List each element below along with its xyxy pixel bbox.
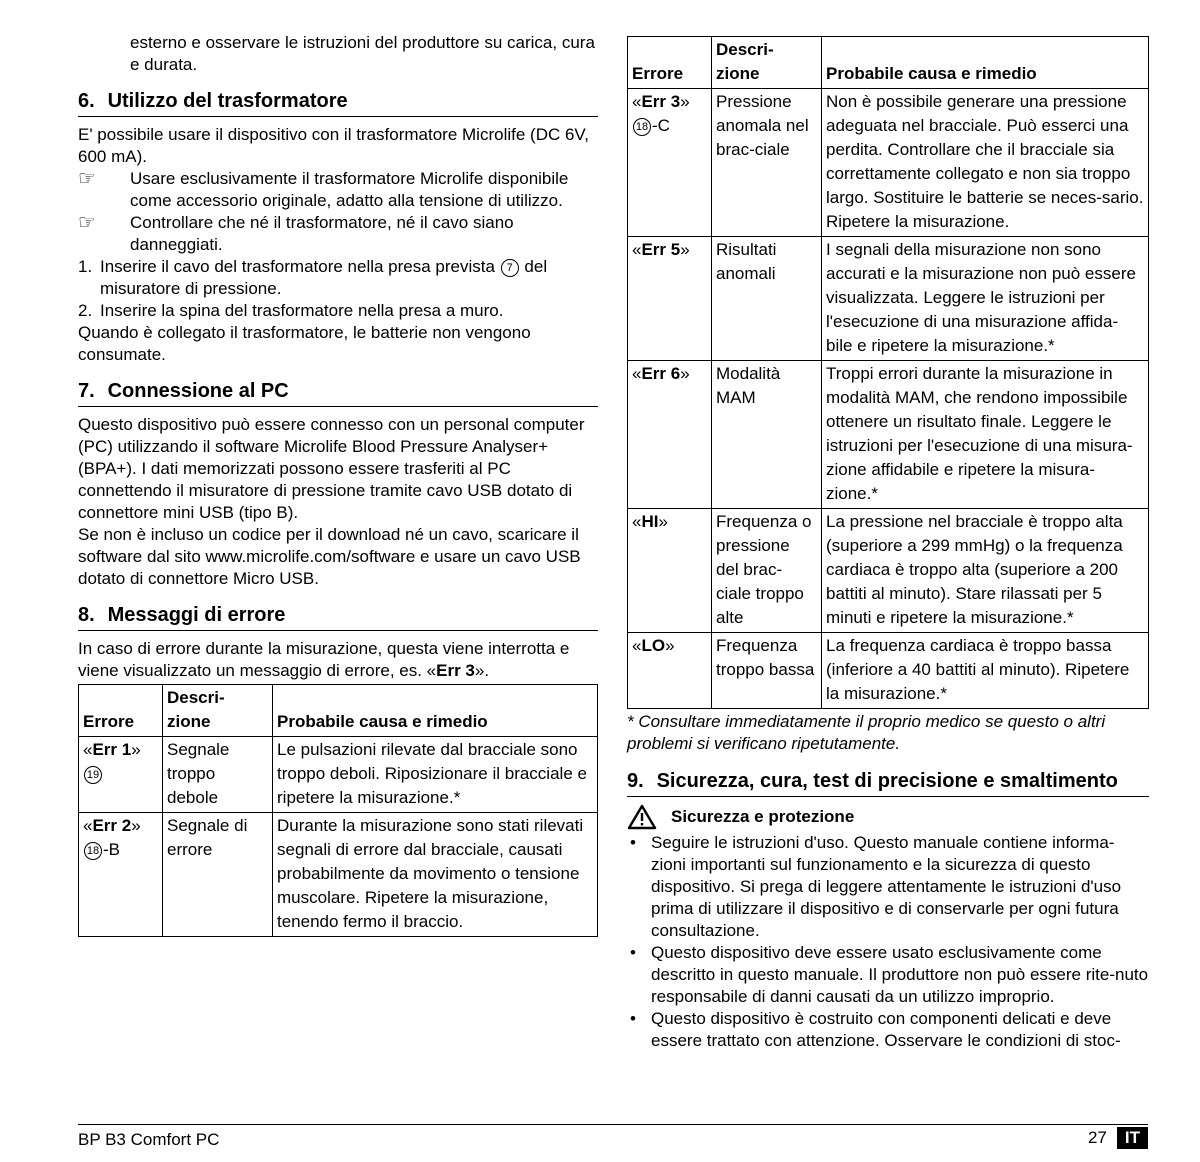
- pointing-hand-icon: ☞: [78, 168, 96, 190]
- reference-suffix: -B: [103, 840, 120, 859]
- section-6-paragraph: Quando è collegato il trasformatore, le batterie non vengono consumate.: [78, 323, 531, 364]
- column-header: Errore: [79, 685, 163, 737]
- section-9-heading: [627, 769, 1149, 797]
- footer-page: [1088, 1127, 1148, 1149]
- error-table: [627, 36, 1149, 709]
- section-title: Sicurezza, cura, test di precisione e smaltimento: [656, 770, 1118, 792]
- step-text: Inserire la spina del trasformatore nella presa a muro.: [100, 301, 504, 320]
- section-number: 6.: [78, 90, 95, 112]
- footer-rule: [78, 1124, 1148, 1125]
- safety-list: [627, 832, 1149, 1052]
- table-header-row: [628, 37, 1149, 89]
- reference-number: 18: [633, 118, 651, 136]
- section-8-paragraph: In caso di errore durante la misurazione, questa viene interrotta e viene visualizzato un messaggio di errore, es. «Err 3».: [78, 639, 570, 680]
- error-description-cell: Frequenza o pressione del brac-ciale troppo alte: [712, 509, 822, 633]
- error-code-cell: «HI»: [628, 509, 712, 633]
- error-code: Err 2: [92, 816, 132, 835]
- section-7-paragraph: Questo dispositivo può essere connesso con un personal computer (PC) utilizzando il software Microlife Blood Pressure Analyser+ (BPA+). I dati memorizzati possono essere trasferiti al PC connettendo il misuratore di pressione tramite cavo USB dotato di connettore mini USB (tipo B).: [78, 415, 585, 522]
- list-item: • Questo dispositivo è costruito con componenti delicati e deve essere trattato con attenzione. Osservare le condizioni di stoc-: [627, 1008, 1149, 1052]
- error-description-cell: Segnale troppo debole: [163, 737, 273, 813]
- language-badge: IT: [1117, 1127, 1148, 1149]
- error-description-cell: Segnale di errore: [163, 813, 273, 937]
- table-row: [79, 737, 598, 813]
- step-item: [78, 300, 598, 322]
- column-header: Probabile causa e rimedio: [273, 685, 598, 737]
- section-number: 7.: [78, 380, 95, 402]
- error-description-cell: Risultati anomali: [712, 237, 822, 361]
- error-code: Err 3: [641, 92, 681, 111]
- error-code-cell: «LO»: [628, 633, 712, 709]
- warning-triangle-icon: [627, 804, 657, 830]
- error-description-cell: Pressione anomala nel brac-ciale: [712, 89, 822, 237]
- table-header-row: [79, 685, 598, 737]
- right-column: [627, 36, 1149, 1052]
- error-code: LO: [641, 636, 666, 655]
- section-6-heading: [78, 89, 598, 117]
- step-number: 2.: [78, 301, 93, 320]
- step-text: Inserire il cavo del trasformatore nella presa prevista 7 del misuratore di pressione.: [100, 257, 548, 298]
- bullet-icon: •: [630, 833, 636, 852]
- list-item: • Questo dispositivo deve essere usato esclusivamente come descritto in questo manuale. Il produttore non può essere rite-nuto responsabile di danni causati da un utilizzo improprio.: [627, 942, 1149, 1008]
- intro-continuation: esterno e osservare le istruzioni del produttore su carica, cura e durata.: [130, 33, 595, 74]
- column-header: Probabile causa e rimedio: [822, 37, 1149, 89]
- error-code: HI: [641, 512, 659, 531]
- column-header: Descri- zione: [163, 685, 273, 737]
- bullet-icon: •: [630, 943, 636, 962]
- table-row: [628, 361, 1149, 509]
- error-description-cell: Modalità MAM: [712, 361, 822, 509]
- error-cause-cell: I segnali della misurazione non sono accurati e la misurazione non può essere visualizzata. Leggere le istruzioni per l'esecuzione di una misurazione affida-bile e ripetere la misurazione.*: [822, 237, 1149, 361]
- footnote: * Consultare immediatamente il proprio medico se questo o altri problemi si verificano ripetutamente.: [627, 712, 1106, 753]
- table-row: [628, 633, 1149, 709]
- table-row: [628, 89, 1149, 237]
- error-cause-cell: Non è possibile generare una pressione adeguata nel bracciale. Può esserci una perdita. Controllare che il bracciale sia correttamente collegato e non sia troppo largo. Sostituire le batterie se neces-sario. Ripetere la misurazione.: [822, 89, 1149, 237]
- reference-number: 19: [84, 766, 102, 784]
- reference-number: 7: [501, 259, 519, 277]
- section-number: 8.: [78, 604, 95, 626]
- error-cause-cell: La pressione nel bracciale è troppo alta (superiore a 299 mmHg) o la frequenza cardiaca è troppo alta (superiore a 200 battiti al minuto). Stare rilassati per 5 minuti e ripetere la misurazione.*: [822, 509, 1149, 633]
- error-cause-cell: Troppi errori durante la misurazione in modalità MAM, che rendono impossibile ottenere un risultato finale. Leggere le istruzioni per l'esecuzione di una misura-zione affidabile e ripetere la misura-zione.*: [822, 361, 1149, 509]
- footer-model: BP B3 Comfort PC: [78, 1130, 220, 1149]
- error-code-cell: «Err 3» 18 -C: [628, 89, 712, 237]
- section-number: 9.: [627, 770, 644, 792]
- error-code: Err 5: [641, 240, 681, 259]
- bullet-icon: •: [630, 1009, 636, 1028]
- page-number: 27: [1087, 1128, 1107, 1147]
- error-cause-cell: La frequenza cardiaca è troppo bassa (inferiore a 40 battiti al minuto). Ripetere la misurazione.*: [822, 633, 1149, 709]
- note-item: [78, 212, 598, 256]
- error-cause-cell: Le pulsazioni rilevate dal bracciale sono troppo deboli. Riposizionare il bracciale e ripetere la misurazione.*: [273, 737, 598, 813]
- section-title: Connessione al PC: [107, 380, 289, 402]
- reference-suffix: -C: [652, 116, 670, 135]
- section-7-paragraph: Se non è incluso un codice per il download né un cavo, scaricare il software dal sito www.microlife.com/software e usare un cavo USB dotato di connettore Micro USB.: [78, 525, 581, 588]
- error-code-cell: «Err 1» 19: [79, 737, 163, 813]
- error-code-cell: «Err 2» 18 -B: [79, 813, 163, 937]
- left-column: [78, 32, 598, 937]
- note-text: Usare esclusivamente il trasformatore Microlife disponibile come accessorio originale, adatto alla tensione di utilizzo.: [130, 169, 569, 210]
- section-7-heading: [78, 379, 598, 407]
- column-header: Descri- zione: [712, 37, 822, 89]
- step-number: 1.: [78, 257, 93, 276]
- table-row: [628, 509, 1149, 633]
- note-text: Controllare che né il trasformatore, né il cavo siano danneggiati.: [130, 213, 514, 254]
- error-code-cell: «Err 6»: [628, 361, 712, 509]
- warning-subheading: [627, 804, 1149, 830]
- section-8-heading: [78, 603, 598, 631]
- error-description-cell: Frequenza troppo bassa: [712, 633, 822, 709]
- error-code-cell: «Err 5»: [628, 237, 712, 361]
- section-title: Utilizzo del trasformatore: [107, 90, 348, 112]
- error-table: [78, 684, 598, 937]
- section-title: Messaggi di errore: [107, 604, 286, 626]
- pointing-hand-icon: ☞: [78, 212, 96, 234]
- error-code: Err 6: [641, 364, 681, 383]
- section-6-paragraph: E' possibile usare il dispositivo con il trasformatore Microlife (DC 6V, 600 mA).: [78, 125, 589, 166]
- table-row: [79, 813, 598, 937]
- column-header: Errore: [628, 37, 712, 89]
- reference-number: 18: [84, 842, 102, 860]
- list-item: • Seguire le istruzioni d'uso. Questo manuale contiene informa-zioni importanti sul funzionamento e la sicurezza di questo dispositivo. Si prega di leggere attentamente le istruzioni d'uso prima di utilizzare il dispositivo e di conservarle per ogni futura consultazione.: [627, 832, 1149, 942]
- table-row: [628, 237, 1149, 361]
- error-cause-cell: Durante la misurazione sono stati rilevati segnali di errore dal bracciale, causati probabilmente da movimento o tensione muscolare. Ripetere la misurazione, tenendo fermo il braccio.: [273, 813, 598, 937]
- error-code: Err 1: [92, 740, 132, 759]
- note-item: [78, 168, 598, 212]
- subheading-text: Sicurezza e protezione: [671, 807, 855, 826]
- step-item: [78, 256, 598, 300]
